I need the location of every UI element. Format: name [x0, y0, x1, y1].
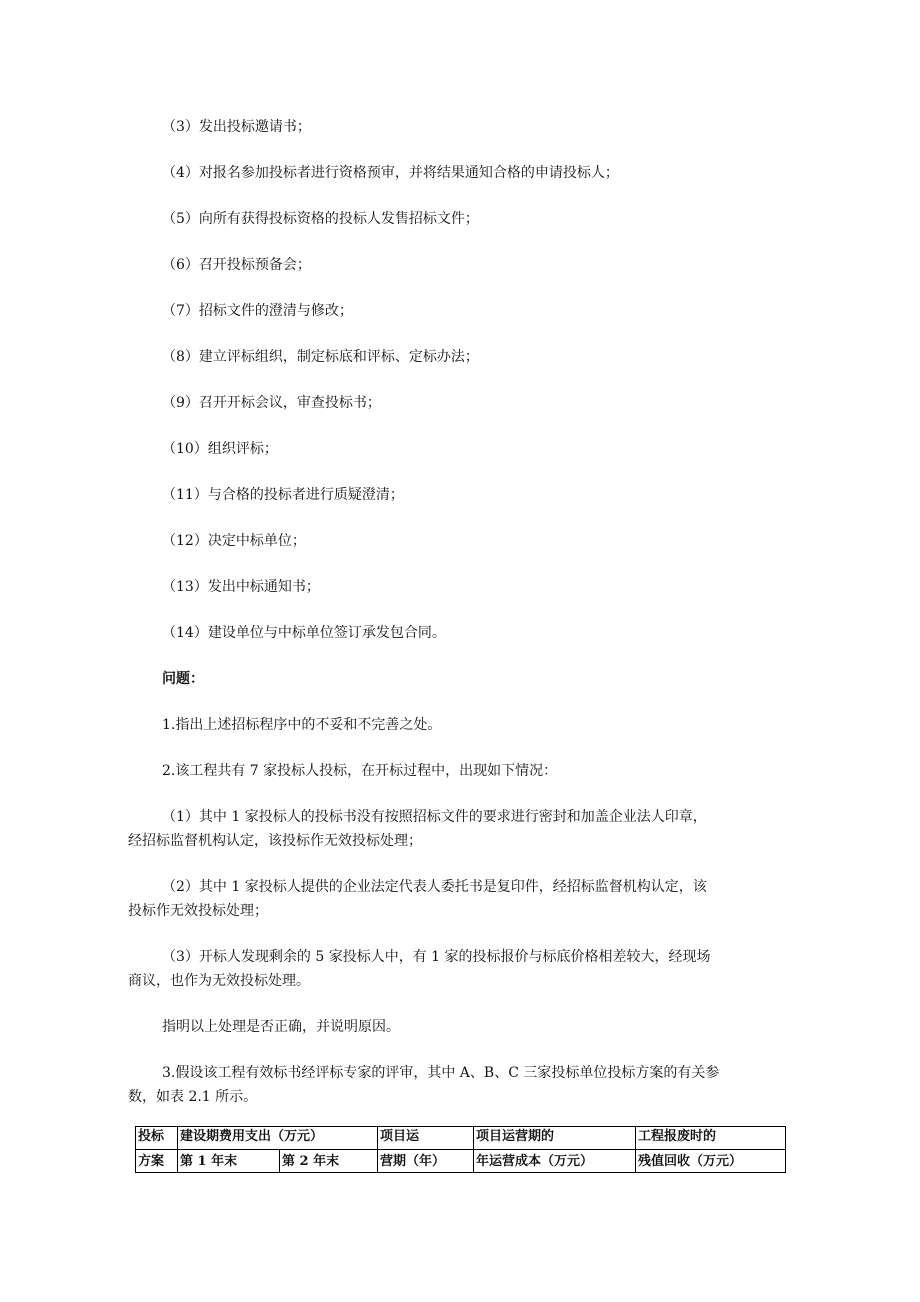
header-operation-period-2: 营期（年）: [378, 1150, 474, 1173]
procedure-step: （11）与合格的投标者进行质疑澄清；: [162, 487, 404, 503]
situation-2-line-1: （2）其中 1 家投标人提供的企业法定代表人委托书是复印件，经招标监督机构认定，该: [162, 879, 707, 895]
table-header-row: [136, 1150, 786, 1173]
situation-3-line-1: （3）开标人发现剩余的 5 家投标人中，有 1 家的投标报价与标底价格相差较大，经现场: [162, 949, 711, 965]
header-scheme-1: 投标: [136, 1127, 178, 1150]
question-3-line-2: 数，如表 2.1 所示。: [128, 1089, 258, 1105]
situation-2-line-2: 投标作无效投标处理；: [128, 903, 268, 919]
table-header-row: [136, 1127, 786, 1150]
header-build-period-cost: 建设期费用支出（万元）: [178, 1127, 378, 1150]
header-year-1: 第 1 年末: [178, 1150, 280, 1173]
procedure-step: （9）召开开标会议，审查投标书；: [162, 395, 381, 411]
question-2: 2.该工程共有 7 家投标人投标，在开标过程中，出现如下情况：: [162, 763, 558, 779]
header-year-2: 第 2 年末: [280, 1150, 378, 1173]
procedure-step: （6）召开投标预备会；: [162, 257, 311, 273]
procedure-step: （14）建设单位与中标单位签订承发包合同。: [162, 625, 446, 641]
procedure-step: （4）对报名参加投标者进行资格预审，并将结果通知合格的申请投标人；: [162, 165, 619, 181]
header-salvage-1: 工程报废时的: [636, 1127, 786, 1150]
header-salvage-2: 残值回收（万元）: [636, 1150, 786, 1173]
procedure-step: （7）招标文件的澄清与修改；: [162, 303, 353, 319]
questions-heading: 问题：: [162, 671, 204, 687]
question-3-line-1: 3.假设该工程有效标书经评标专家的评审，其中 A、B、C 三家投标单位投标方案的有关参: [162, 1065, 720, 1081]
situation-3-line-2: 商议，也作为无效投标处理。: [128, 973, 310, 989]
header-operation-period-1: 项目运: [378, 1127, 474, 1150]
procedure-step: （13）发出中标通知书；: [162, 579, 320, 595]
bid-parameters-table: [135, 1126, 786, 1173]
procedure-step: （3）发出投标邀请书；: [162, 119, 311, 135]
header-annual-cost-2: 年运营成本（万元）: [474, 1150, 636, 1173]
procedure-step: （8）建立评标组织，制定标底和评标、定标办法；: [162, 349, 479, 365]
procedure-step: （5）向所有获得投标资格的投标人发售招标文件；: [162, 211, 479, 227]
situation-1-line-2: 经招标监督机构认定，该投标作无效投标处理；: [128, 833, 422, 849]
question-2-ask: 指明以上处理是否正确，并说明原因。: [162, 1019, 400, 1035]
header-annual-cost-1: 项目运营期的: [474, 1127, 636, 1150]
situation-1-line-1: （1）其中 1 家投标人的投标书没有按照招标文件的要求进行密封和加盖企业法人印章，: [162, 809, 707, 825]
question-1: 1.指出上述招标程序中的不妥和不完善之处。: [162, 717, 442, 733]
procedure-step: （10）组织评标；: [162, 441, 278, 457]
procedure-step: （12）决定中标单位；: [162, 533, 306, 549]
header-scheme-2: 方案: [136, 1150, 178, 1173]
